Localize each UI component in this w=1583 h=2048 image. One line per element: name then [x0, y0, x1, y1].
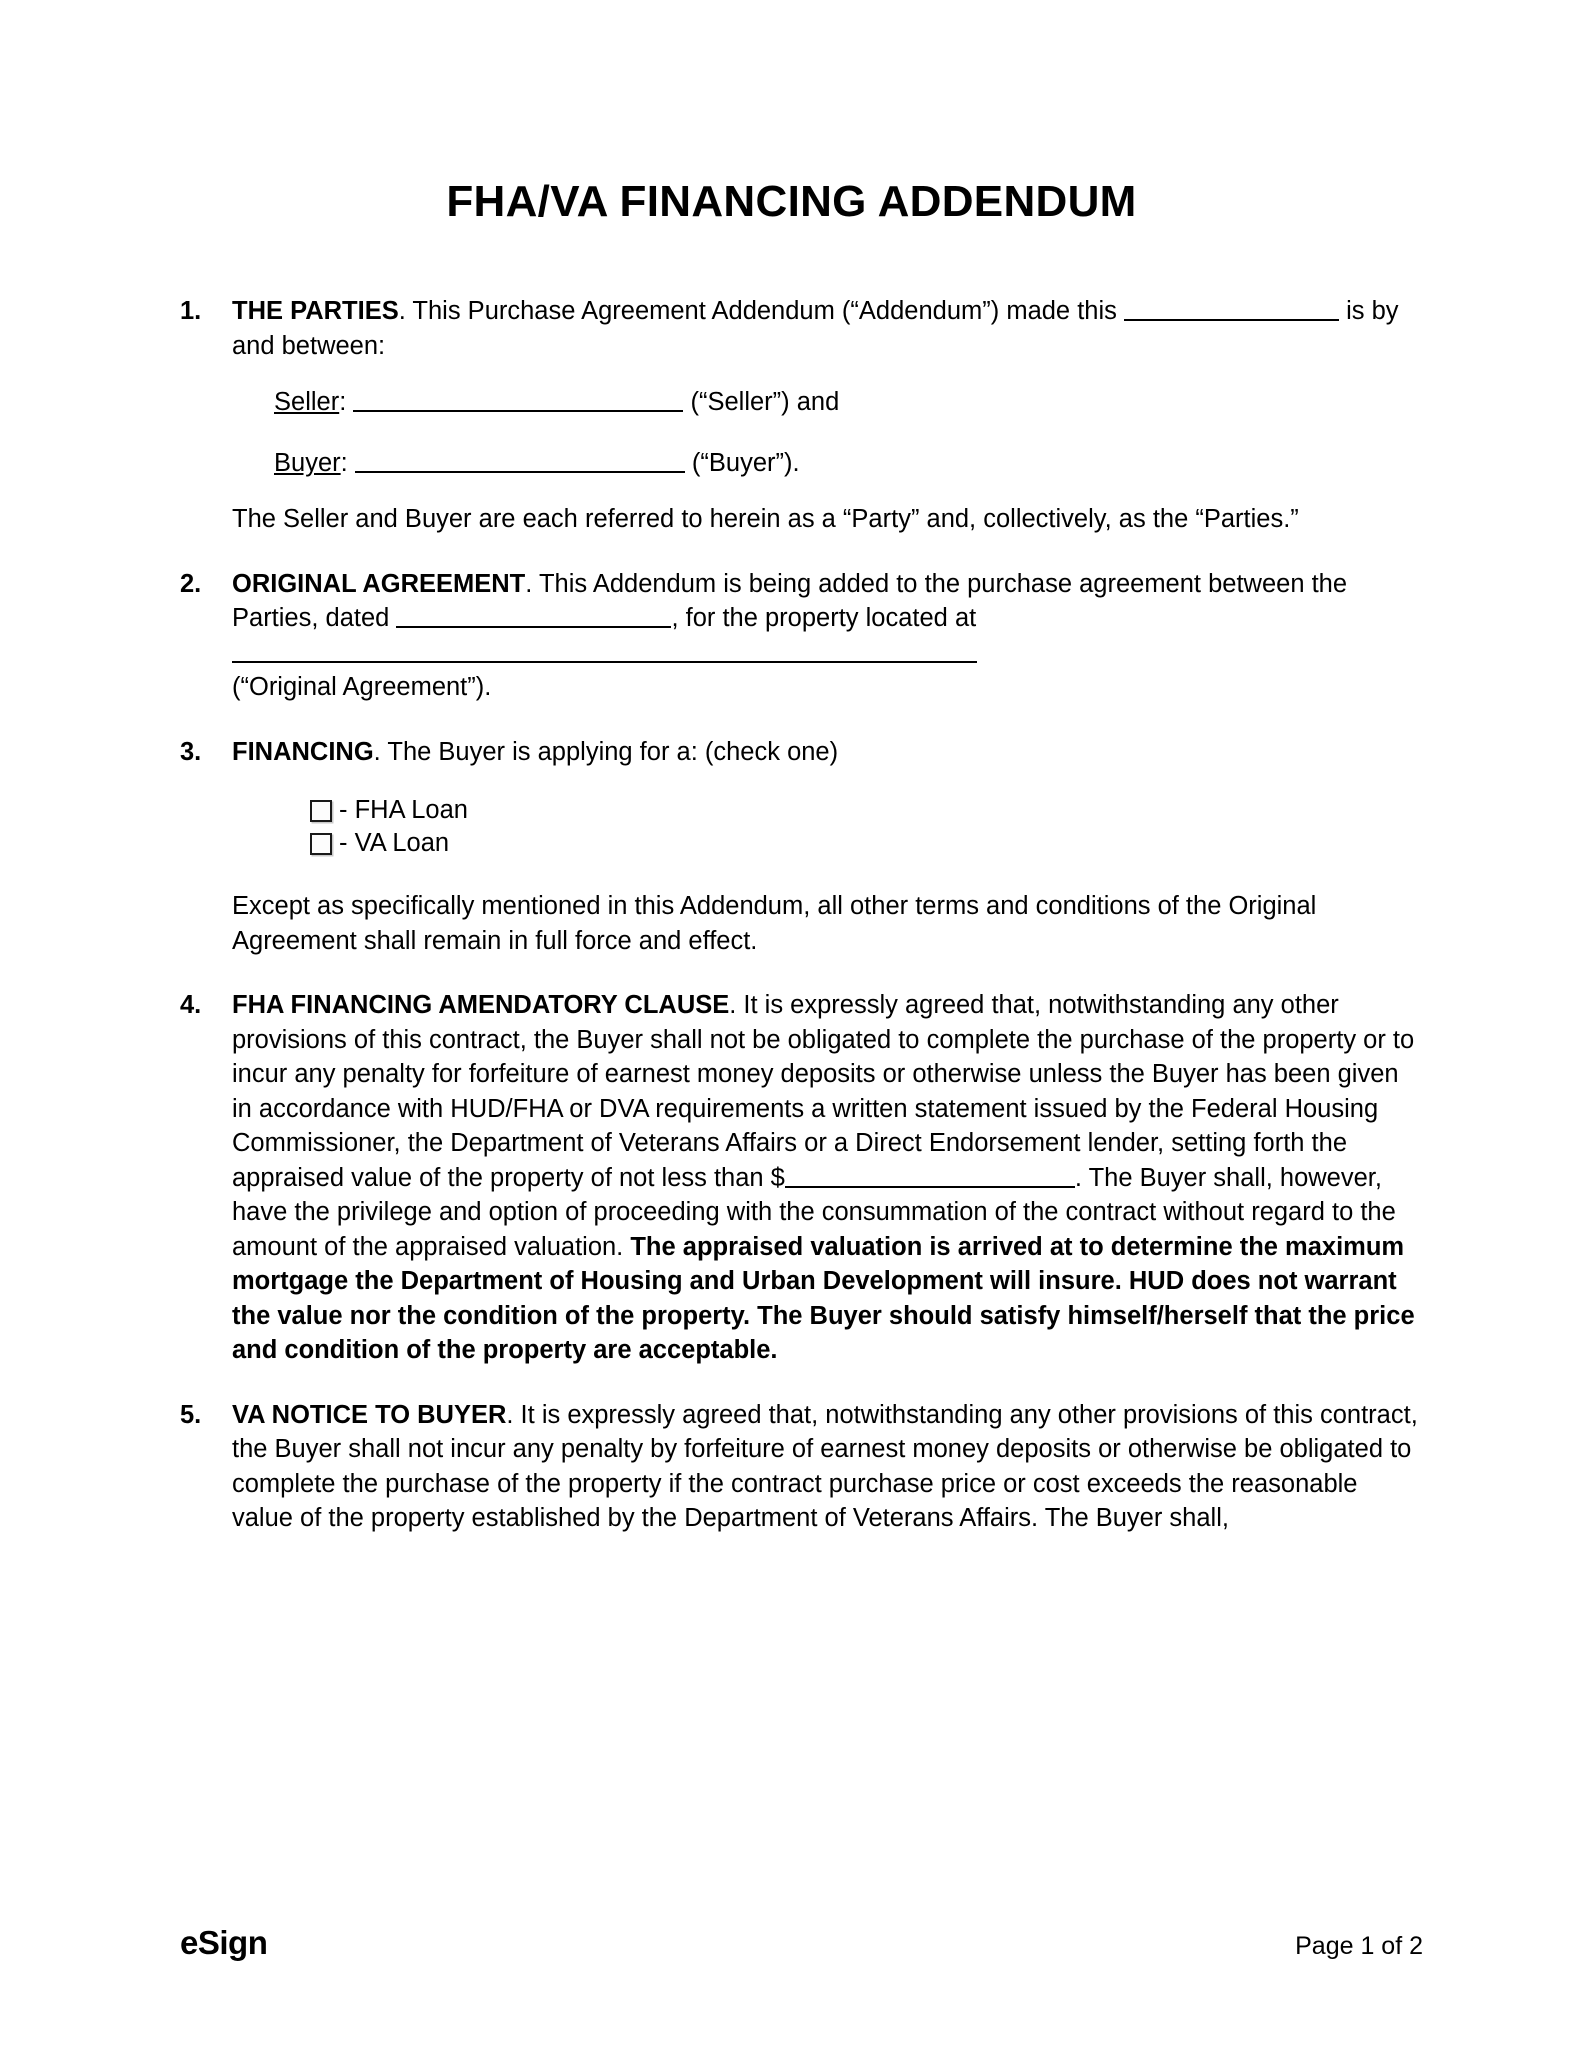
- clause-heading-2: ORIGINAL AGREEMENT: [232, 569, 526, 598]
- seller-suffix: (“Seller”) and: [690, 388, 840, 417]
- clause-heading-1: THE PARTIES: [232, 297, 399, 326]
- clause-va-notice: [180, 1398, 1423, 1536]
- buyer-suffix: (“Buyer”).: [691, 448, 800, 477]
- buyer-name-field[interactable]: [355, 447, 685, 473]
- option-label-va-loan: - VA Loan: [339, 829, 450, 858]
- buyer-line: [274, 446, 1423, 481]
- clause-body-5: [232, 1398, 1423, 1536]
- clause-heading-5: VA NOTICE TO BUYER: [232, 1400, 507, 1429]
- clause-1-intro-before-blank: . This Purchase Agreement Addendum (“Addendum”) made this: [398, 297, 1117, 326]
- seller-label: Seller: [274, 388, 340, 417]
- clause-3-text: . The Buyer is applying for a: (check one): [373, 737, 839, 766]
- clause-number-2: 2.: [180, 569, 202, 598]
- financing-closing-paragraph: Except as specifically mentioned in this Addendum, all other terms and conditions of the Original Agreement shall remain in full force and effect.: [232, 892, 1317, 955]
- clause-body-3: [232, 735, 1423, 959]
- loan-type-options: [232, 795, 1423, 859]
- checkbox-fha-loan[interactable]: [310, 800, 332, 822]
- page-number: Page 1 of 2: [1295, 1932, 1423, 1960]
- seller-line: [274, 385, 1423, 420]
- clause-1-intro-after-blank: is by and between:: [232, 297, 1399, 360]
- clause-number-3: 3.: [180, 737, 202, 766]
- seller-name-field[interactable]: [353, 386, 683, 412]
- esign-logo: eSign: [180, 1924, 268, 1961]
- document-body: [0, 294, 1583, 1536]
- clause-4-bold-notice: The appraised valuation is arrived at to determine the maximum mortgage the Department of Housing and Urban Development will insure. HUD does not warrant the value nor the condition of the property. The Buyer should satisfy himself/herself that the price and condition of the property are acceptable.: [232, 1232, 1415, 1365]
- parties-fields: [232, 385, 1423, 480]
- appraised-value-field[interactable]: [785, 1162, 1075, 1188]
- clause-body-4: [232, 988, 1423, 1368]
- buyer-label: Buyer: [274, 448, 341, 477]
- clause-body-1: [232, 294, 1423, 537]
- clause-4-text-1: . It is expressly agreed that, notwithstanding any other provisions of this contract, the Buyer shall not be obligated to complete the purchase of the property or to incur any penalty for forfeiture of earnest money deposits or otherwise unless the Buyer has been given in accordance with HUD/FHA or DVA requirements a written statement issued by the Federal Housing Commissioner, the Department of Veterans Affairs or a Direct Endorsement lender, setting forth the appraised value of the property of not less than $: [232, 991, 1415, 1192]
- clause-number-1: 1.: [180, 297, 202, 326]
- clause-number-4: 4.: [180, 991, 202, 1020]
- clause-2-text-1: . This Addendum is being added to the purchase agreement between the Parties, dated: [232, 569, 1348, 633]
- clause-the-parties: [180, 294, 1423, 537]
- clause-number-5: 5.: [180, 1400, 202, 1429]
- property-address-field[interactable]: [232, 637, 977, 663]
- clause-financing: [180, 735, 1423, 959]
- option-va-loan[interactable]: [310, 828, 1423, 859]
- parties-definition-paragraph: The Seller and Buyer are each referred to herein as a “Party” and, collectively, as the “Parties.”: [232, 505, 1299, 534]
- clause-2-text-3: (“Original Agreement”).: [232, 673, 492, 702]
- clause-heading-3: FINANCING: [232, 737, 374, 766]
- seller-colon: :: [339, 388, 347, 417]
- clause-5-text: . It is expressly agreed that, notwithstanding any other provisions of this contract, the Buyer shall not incur any penalty by forfeiture of earnest money deposits or otherwise be obligated to complete the purchase of the property if the contract purchase price or cost exceeds the reasonable value of the property established by the Department of Veterans Affairs. The Buyer shall,: [232, 1400, 1418, 1533]
- checkbox-va-loan[interactable]: [310, 833, 332, 855]
- option-fha-loan[interactable]: [310, 795, 1423, 826]
- page-footer: [180, 1924, 1423, 1962]
- buyer-colon: :: [340, 448, 348, 477]
- clause-heading-4: FHA FINANCING AMENDATORY CLAUSE: [232, 991, 730, 1020]
- option-label-fha-loan: - FHA Loan: [339, 796, 468, 825]
- clause-2-text-2: , for the property located at: [671, 604, 977, 633]
- clause-body-2: [232, 567, 1423, 705]
- clause-4-text-2: . The Buyer shall, however, have the privilege and option of proceeding with the consummation of the contract without regard to the amount of the appraised valuation.: [232, 1163, 1396, 1261]
- clause-fha-amendatory: [180, 988, 1423, 1368]
- date-blank-field[interactable]: [1124, 295, 1339, 321]
- agreement-date-field[interactable]: [396, 602, 671, 628]
- clause-original-agreement: [180, 567, 1423, 705]
- page-title: FHA/VA FINANCING ADDENDUM: [446, 177, 1137, 226]
